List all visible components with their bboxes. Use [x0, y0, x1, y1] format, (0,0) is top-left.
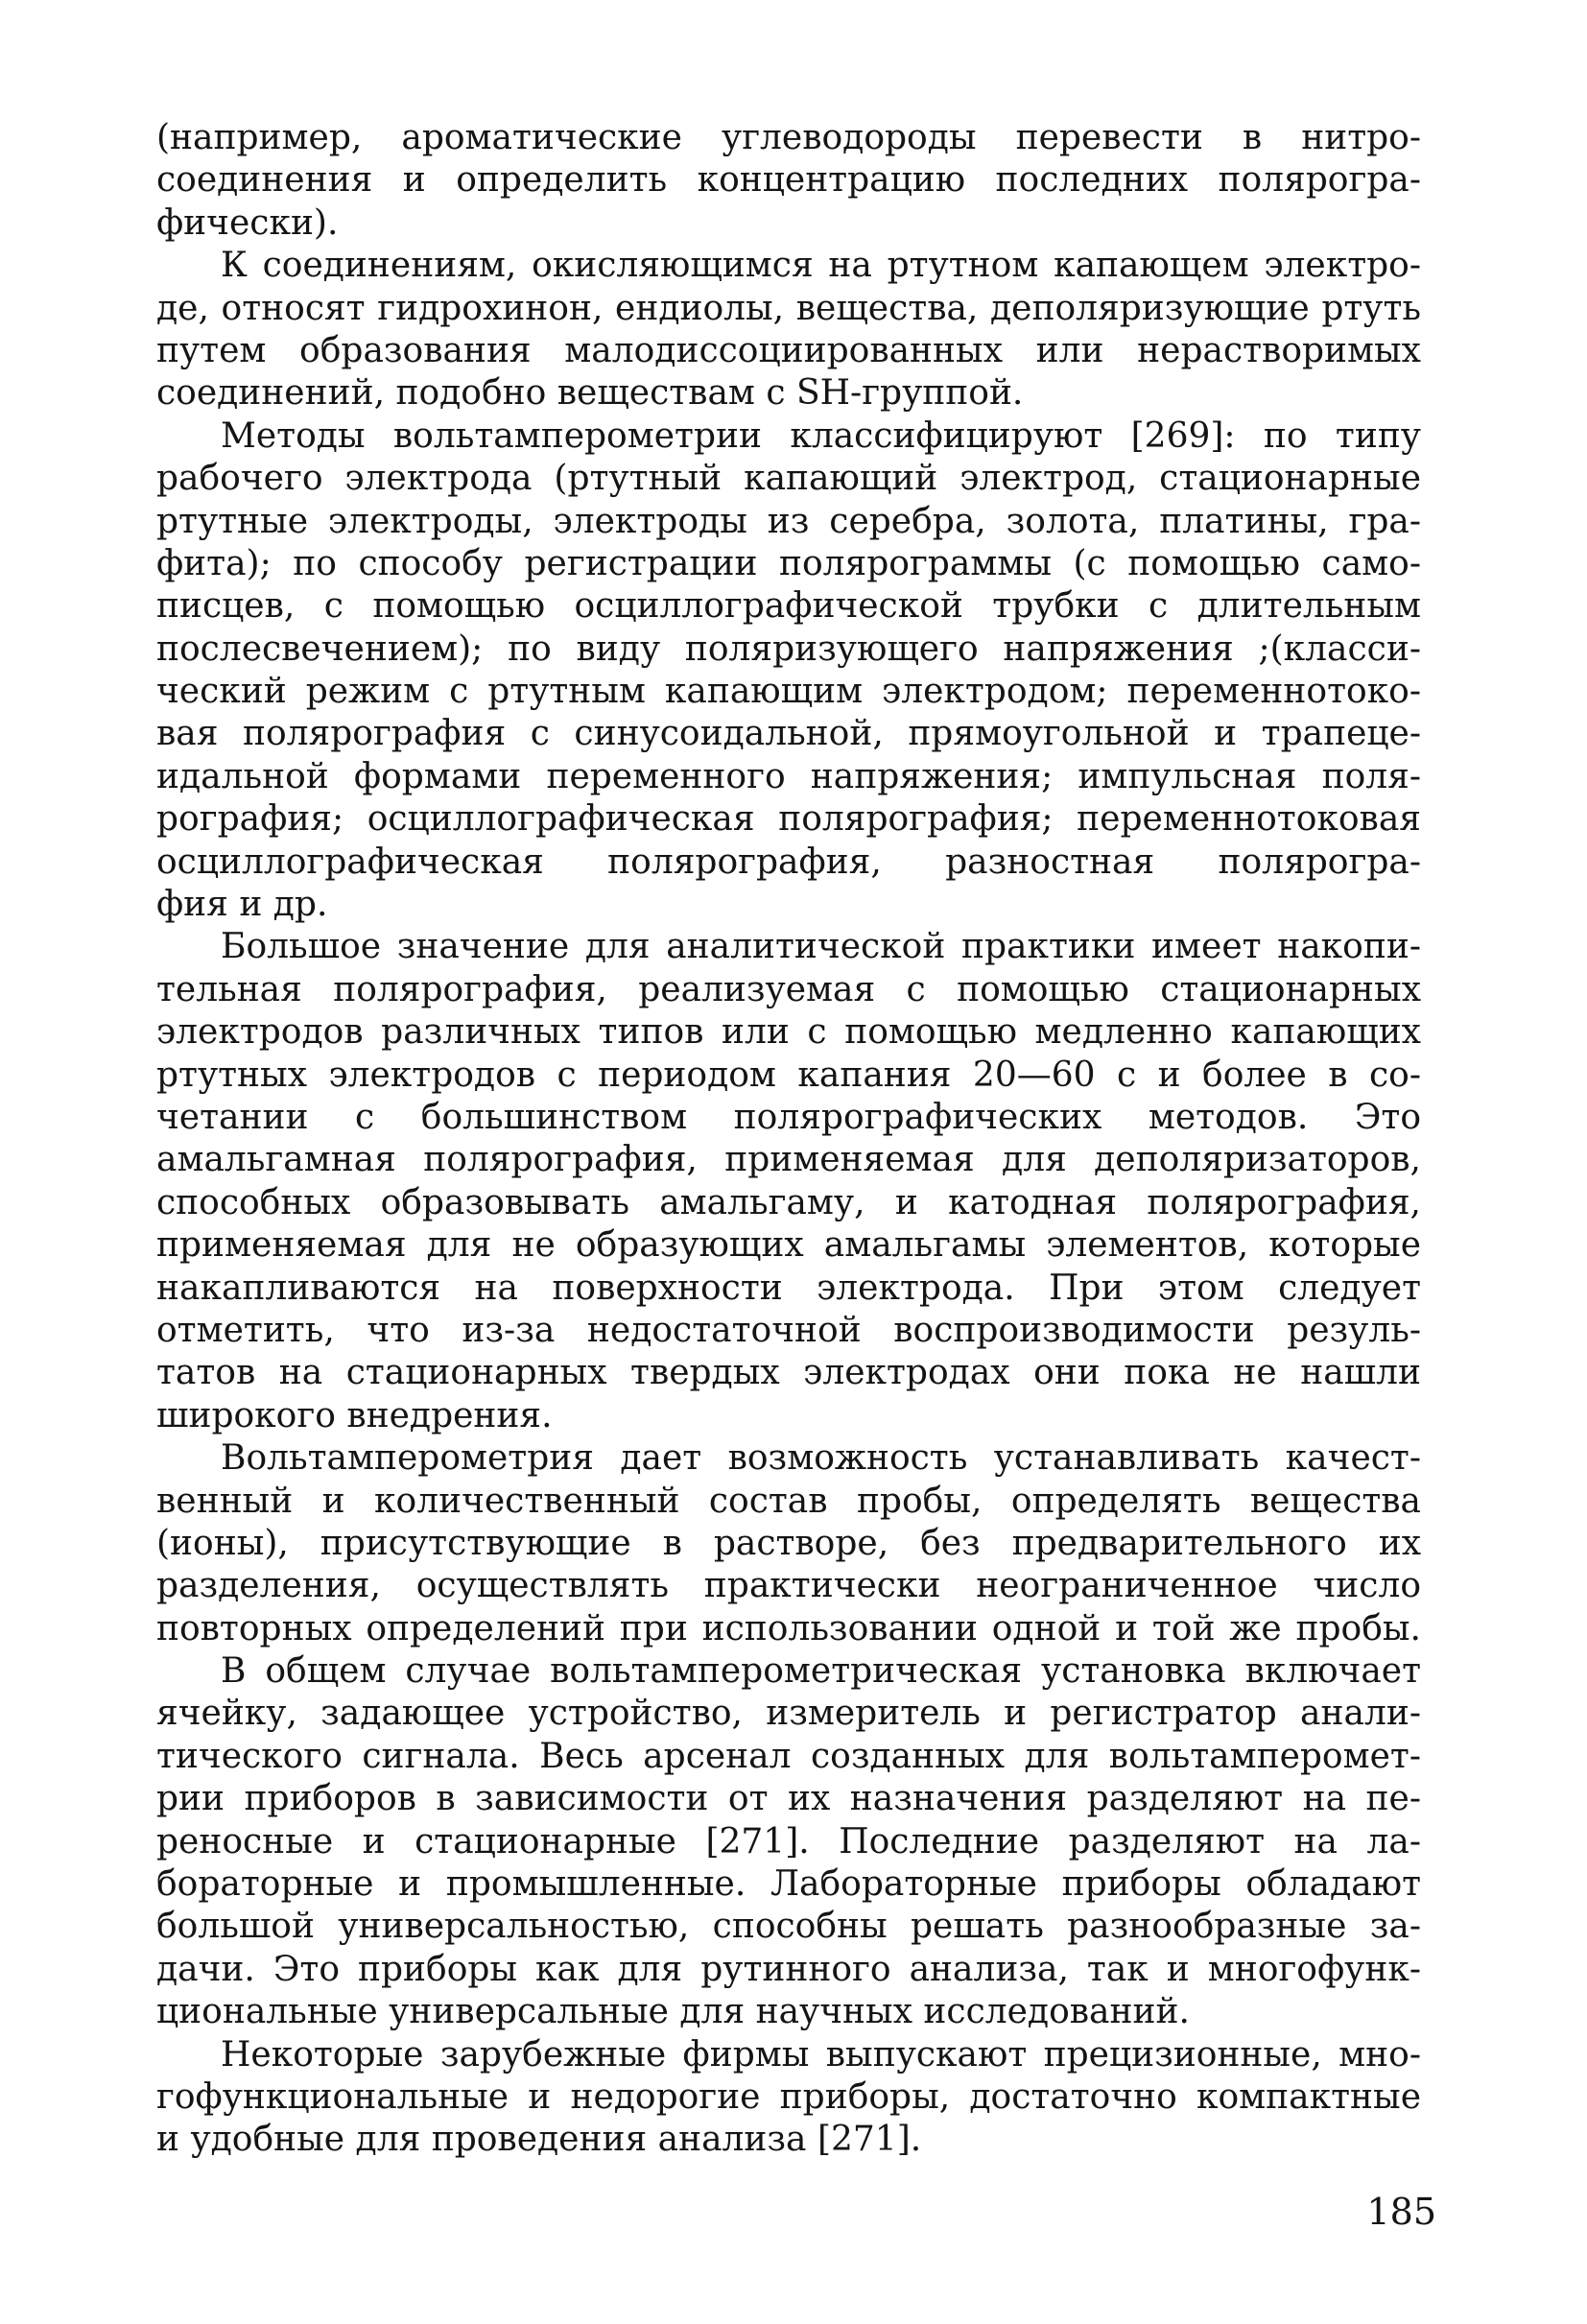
- text-line: четании с большинством полярографических методов. Это: [156, 1097, 1421, 1137]
- text-line: повторных определений при использовании одной и той же пробы.: [156, 1608, 1421, 1648]
- text-line: рии приборов в зависимости от их назначения разделяют на пе-: [156, 1779, 1421, 1819]
- text-line: фита); по способу регистрации полярограммы (с помощью само-: [156, 543, 1421, 583]
- text-line: гофункциональные и недорогие приборы, достаточно компактные: [156, 2076, 1421, 2117]
- text-line: отметить, что из-за недостаточной воспроизводимости резуль-: [156, 1310, 1421, 1350]
- text-line: фически).: [156, 202, 339, 243]
- text-line: В общем случае вольтамперометрическая установка включает: [221, 1651, 1421, 1692]
- text-line: путем образования малодиссоциированных или нерастворимых: [156, 330, 1421, 370]
- text-line: рография; осциллографическая полярография; переменнотоковая: [156, 799, 1421, 840]
- text-line: разделения, осуществлять практически неограниченное число: [156, 1566, 1421, 1606]
- text-line: Некоторые зарубежные фирмы выпускают прецизионные, мно-: [221, 2034, 1421, 2075]
- text-line: способных образовывать амальгаму, и катодная полярография,: [156, 1182, 1421, 1222]
- text-line: писцев, с помощью осциллографической трубки с длительным: [156, 586, 1421, 627]
- text-line: тельная полярография, реализуемая с помощью стационарных: [156, 969, 1421, 1009]
- text-line: осциллографическая полярография, разностная полярогра-: [156, 842, 1421, 882]
- text-line: ячейку, задающее устройство, измеритель и регистратор анали-: [156, 1694, 1421, 1734]
- text-line: Методы вольтамперометрии классифицируют [269]: по типу: [221, 415, 1421, 456]
- text-line: бораторные и промышленные. Лабораторные приборы обладают: [156, 1864, 1421, 1905]
- text-line: циональные универсальные для научных исследований.: [156, 1992, 1190, 2032]
- text-line: применяемая для не образующих амальгамы элементов, которые: [156, 1225, 1421, 1266]
- text-line: электродов различных типов или с помощью медленно капающих: [156, 1012, 1421, 1053]
- text-line: реносные и стационарные [271]. Последние разделяют на ла-: [156, 1821, 1421, 1862]
- text-line: и удобные для проведения анализа [271].: [156, 2120, 922, 2160]
- text-line: ртутные электроды, электроды из серебра, золота, платины, гра-: [156, 501, 1421, 541]
- text-line: венный и количественный состав пробы, определять вещества: [156, 1481, 1421, 1521]
- text-line: де, относят гидрохинон, ендиолы, вещества, деполяризующие ртуть: [156, 288, 1421, 328]
- text-line: дачи. Это приборы как для рутинного анализа, так и многофунк-: [156, 1949, 1421, 1989]
- text-line: Большое значение для аналитической практики имеет накопи-: [221, 927, 1421, 967]
- text-line: (ионы), присутствующие в растворе, без предварительного их: [156, 1523, 1421, 1563]
- text-line: широкого внедрения.: [156, 1395, 553, 1435]
- text-line: соединений, подобно веществам с SH-группой.: [156, 373, 1024, 414]
- text-line: К соединениям, окисляющимся на ртутном капающем электро-: [221, 246, 1421, 286]
- text-line: соединения и определить концентрацию последних полярогра-: [156, 160, 1421, 201]
- text-line: фия и др.: [156, 885, 328, 925]
- text-line: (например, ароматические углеводороды перевести в нитро-: [156, 118, 1421, 157]
- text-line: рабочего электрода (ртутный капающий электрод, стационарные: [156, 459, 1421, 499]
- text-line: татов на стационарных твердых электродах они пока не нашли: [156, 1353, 1421, 1393]
- text-line: Вольтамперометрия дает возможность устанавливать качест-: [221, 1438, 1421, 1479]
- text-line: амальгамная полярография, применяемая для деполяризаторов,: [156, 1140, 1421, 1180]
- text-line: идальной формами переменного напряжения; импульсная поля-: [156, 756, 1421, 796]
- page-number: 185: [1366, 2191, 1436, 2233]
- page-body: [156, 117, 1421, 2162]
- text-line: тического сигнала. Весь арсенал созданных для вольтамперомет-: [156, 1736, 1421, 1776]
- text-line: послесвечением); по виду поляризующего напряжения ;(класси-: [156, 628, 1421, 669]
- text-line: вая полярография с синусоидальной, прямоугольной и трапеце-: [156, 714, 1421, 754]
- text-line: накапливаются на поверхности электрода. При этом следует: [156, 1268, 1421, 1308]
- text-line: большой универсальностью, способны решать разнообразные за-: [156, 1907, 1421, 1947]
- text-line: ртутных электродов с периодом капания 20—60 с и более в со-: [156, 1055, 1421, 1095]
- text-line: ческий режим с ртутным капающим электродом; переменнотоко-: [156, 672, 1421, 712]
